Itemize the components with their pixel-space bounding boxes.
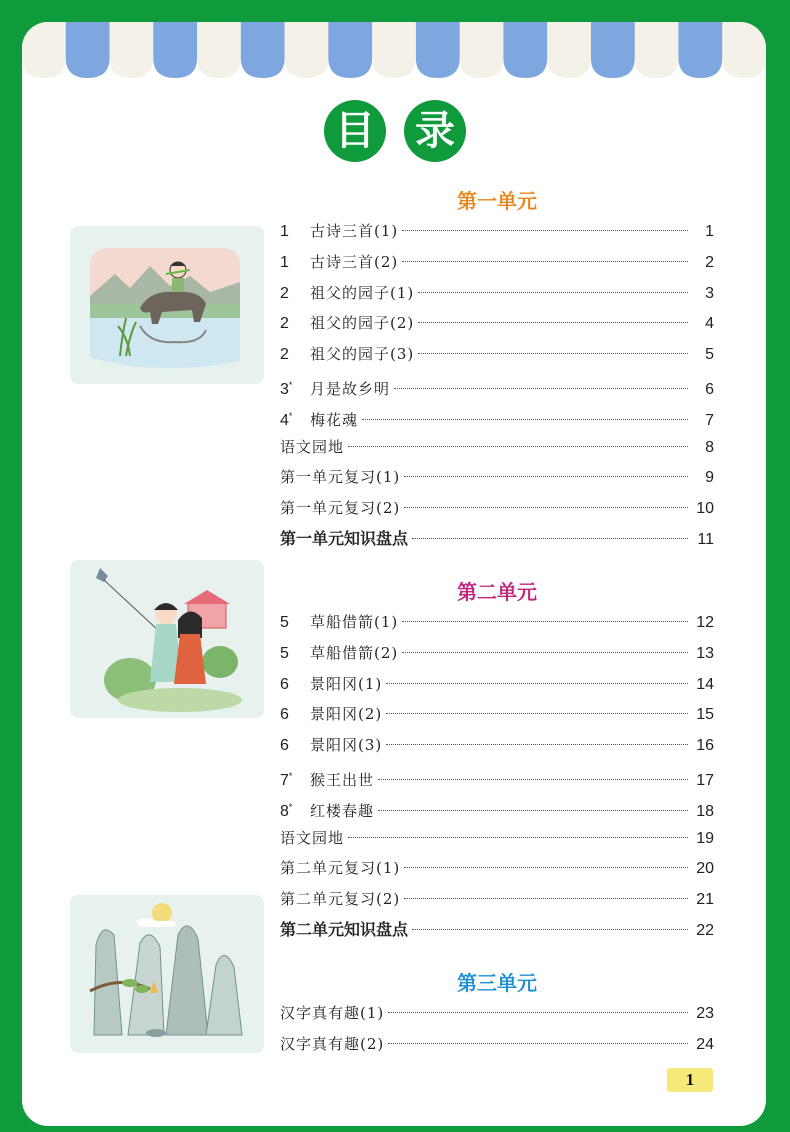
dot-leader	[412, 929, 688, 930]
dot-leader	[404, 476, 688, 477]
toc-entry[interactable]	[280, 699, 714, 730]
unit-2-toc	[280, 607, 714, 946]
dot-leader	[418, 292, 688, 293]
toc-entry[interactable]	[280, 761, 714, 792]
dot-leader	[402, 230, 688, 231]
boy-on-buffalo-illustration	[70, 226, 264, 384]
awning-stripe	[678, 22, 722, 58]
toc-entry[interactable]	[280, 853, 714, 884]
entry-page-number: 20	[696, 860, 714, 878]
awning-stripe	[241, 22, 285, 58]
entry-title: 第一单元知识盘点	[280, 528, 409, 548]
lesson-number: 2	[280, 284, 289, 302]
entry-title: 古诗三首(1)	[310, 222, 399, 240]
entry-title: 第一单元复习(1)	[280, 468, 401, 487]
dot-leader	[404, 867, 688, 868]
awning-stripe	[416, 22, 460, 58]
entry-page-number: 16	[696, 737, 714, 755]
entry-title: 梅花魂	[310, 410, 359, 429]
entry-page-number: 3	[705, 284, 714, 302]
lesson-number: 5	[280, 614, 289, 631]
entry-title: 草船借箭(1)	[310, 613, 399, 631]
optional-lesson-star: *	[288, 801, 293, 812]
awning-scallop	[372, 58, 416, 78]
awning-scallop	[678, 58, 722, 78]
toc-entry[interactable]	[280, 216, 714, 247]
dot-leader	[402, 261, 688, 262]
entry-title: 语文园地	[280, 437, 345, 456]
toc-entry[interactable]	[280, 884, 714, 915]
page-title	[324, 100, 472, 162]
awning-stripe	[460, 22, 504, 58]
awning-scallop	[547, 58, 591, 78]
dot-leader	[348, 446, 688, 447]
toc-entry[interactable]	[280, 669, 714, 700]
awning-scallop	[722, 58, 766, 78]
entry-page-number: 12	[696, 614, 714, 631]
toc-page	[22, 22, 766, 1126]
dot-leader	[348, 837, 688, 838]
page-number: 1	[667, 1068, 713, 1092]
dot-leader	[404, 898, 688, 899]
title-char-badge: 录	[404, 100, 466, 162]
toc-entry[interactable]	[280, 462, 714, 493]
entry-page-number: 8	[705, 438, 714, 456]
lesson-number: 6	[280, 706, 289, 724]
entry-title: 景阳冈(3)	[310, 736, 383, 755]
awning-stripe	[591, 22, 635, 58]
mountains-moon-illustration	[70, 895, 264, 1053]
awning-stripe	[197, 22, 241, 58]
awning-stripe	[503, 22, 547, 58]
entry-page-number: 4	[705, 315, 714, 333]
awning-stripe	[372, 22, 416, 58]
lesson-number: 6	[280, 675, 289, 693]
dot-leader	[388, 1043, 688, 1044]
awning-stripe	[722, 22, 766, 58]
lesson-number: 5	[280, 644, 289, 662]
awning-stripe	[110, 22, 154, 58]
entry-title: 第二单元知识盘点	[280, 919, 409, 939]
awning-stripe	[66, 22, 110, 58]
dot-leader	[386, 713, 688, 714]
lesson-number: 3*	[280, 379, 293, 398]
entry-page-number: 13	[696, 644, 714, 662]
toc-entry[interactable]	[280, 278, 714, 309]
optional-lesson-star: *	[288, 410, 293, 421]
entry-title: 汉字真有趣(1)	[280, 1004, 385, 1022]
unit-heading-1: 第一单元	[457, 189, 537, 213]
unit-heading-2: 第二单元	[457, 580, 537, 604]
entry-title: 祖父的园子(2)	[310, 314, 415, 333]
awning-stripe	[547, 22, 591, 58]
entry-title: 草船借箭(2)	[310, 643, 399, 662]
awning-scallop	[328, 58, 372, 78]
entry-title: 祖父的园子(3)	[310, 345, 415, 364]
toc-entry[interactable]	[280, 792, 714, 823]
striped-awning	[22, 22, 766, 102]
dot-leader	[378, 779, 688, 780]
toc-entry[interactable]	[280, 370, 714, 401]
dot-leader	[404, 507, 688, 508]
entry-title: 汉字真有趣(2)	[280, 1034, 385, 1053]
awning-stripe	[153, 22, 197, 58]
awning-scallop	[635, 58, 679, 78]
toc-entry[interactable]	[280, 998, 714, 1029]
title-char-badge: 目	[324, 100, 386, 162]
dot-leader	[386, 744, 688, 745]
awning-stripe	[328, 22, 372, 58]
toc-entry[interactable]	[280, 308, 714, 339]
entry-title: 第一单元复习(2)	[280, 499, 401, 518]
entry-page-number: 5	[705, 346, 714, 364]
toc-entry[interactable]	[280, 1029, 714, 1060]
awning-scallop	[460, 58, 504, 78]
lesson-number: 4*	[280, 410, 293, 429]
entry-page-number: 17	[696, 771, 714, 789]
lesson-number: 7*	[280, 770, 293, 789]
entry-page-number: 15	[696, 706, 714, 724]
toc-entry[interactable]	[280, 638, 714, 669]
dot-leader	[378, 810, 688, 811]
dot-leader	[394, 388, 688, 389]
unit-heading-3: 第三单元	[457, 971, 537, 995]
optional-lesson-star: *	[288, 379, 293, 390]
dot-leader	[402, 652, 688, 653]
lesson-number: 8*	[280, 801, 293, 820]
toc-entry[interactable]	[280, 915, 714, 946]
dot-leader	[412, 538, 688, 539]
awning-scallop	[110, 58, 154, 78]
entry-title: 红楼春趣	[310, 801, 375, 820]
awning-scallop	[503, 58, 547, 78]
entry-title: 第二单元复习(1)	[280, 859, 401, 878]
toc-entry[interactable]	[280, 401, 714, 432]
entry-title: 祖父的园子(1)	[310, 283, 415, 302]
kite-children-illustration	[70, 560, 264, 718]
entry-title: 景阳冈(1)	[310, 674, 383, 693]
lesson-number: 2	[280, 315, 289, 333]
toc-entry[interactable]	[280, 524, 714, 555]
entry-page-number: 22	[696, 921, 714, 939]
entry-page-number: 1	[705, 223, 714, 240]
entry-page-number: 24	[696, 1035, 714, 1053]
dot-leader	[386, 683, 688, 684]
entry-title: 第二单元复习(2)	[280, 890, 401, 909]
awning-scallop	[66, 58, 110, 78]
awning-scallop	[153, 58, 197, 78]
entry-page-number: 18	[696, 802, 714, 820]
entry-title: 古诗三首(2)	[310, 252, 399, 271]
dot-leader	[362, 419, 688, 420]
lesson-number: 1	[280, 253, 289, 271]
awning-stripe	[22, 22, 66, 58]
dot-leader	[418, 322, 688, 323]
awning-scallop	[22, 58, 66, 78]
entry-page-number: 21	[696, 891, 714, 909]
awning-scallop	[416, 58, 460, 78]
toc-entry[interactable]	[280, 823, 714, 854]
entry-page-number: 23	[696, 1005, 714, 1022]
awning-scallop	[591, 58, 635, 78]
entry-page-number: 14	[696, 675, 714, 693]
toc-entry[interactable]	[280, 432, 714, 463]
lesson-number: 2	[280, 346, 289, 364]
unit-3-toc	[280, 998, 714, 1060]
entry-title: 月是故乡明	[310, 379, 391, 398]
entry-page-number: 6	[705, 380, 714, 398]
entry-page-number: 9	[705, 469, 714, 487]
toc-entry[interactable]	[280, 493, 714, 524]
toc-entry[interactable]	[280, 607, 714, 638]
awning-scallop	[197, 58, 241, 78]
lesson-number: 1	[280, 223, 289, 240]
dot-leader	[402, 621, 688, 622]
awning-stripe	[635, 22, 679, 58]
entry-title: 景阳冈(2)	[310, 705, 383, 724]
awning-scallop	[241, 58, 285, 78]
entry-page-number: 11	[697, 530, 714, 548]
entry-page-number: 2	[705, 253, 714, 271]
dot-leader	[418, 353, 688, 354]
entry-title: 猴王出世	[310, 770, 375, 789]
awning-stripe	[285, 22, 329, 58]
optional-lesson-star: *	[288, 770, 293, 781]
entry-title: 语文园地	[280, 828, 345, 847]
lesson-number: 6	[280, 737, 289, 755]
toc-entry[interactable]	[280, 339, 714, 370]
unit-1-toc	[280, 216, 714, 555]
entry-page-number: 10	[696, 500, 714, 518]
dot-leader	[388, 1012, 688, 1013]
awning-scallop	[285, 58, 329, 78]
toc-entry[interactable]	[280, 730, 714, 761]
entry-page-number: 19	[696, 829, 714, 847]
entry-page-number: 7	[705, 411, 714, 429]
toc-entry[interactable]	[280, 247, 714, 278]
